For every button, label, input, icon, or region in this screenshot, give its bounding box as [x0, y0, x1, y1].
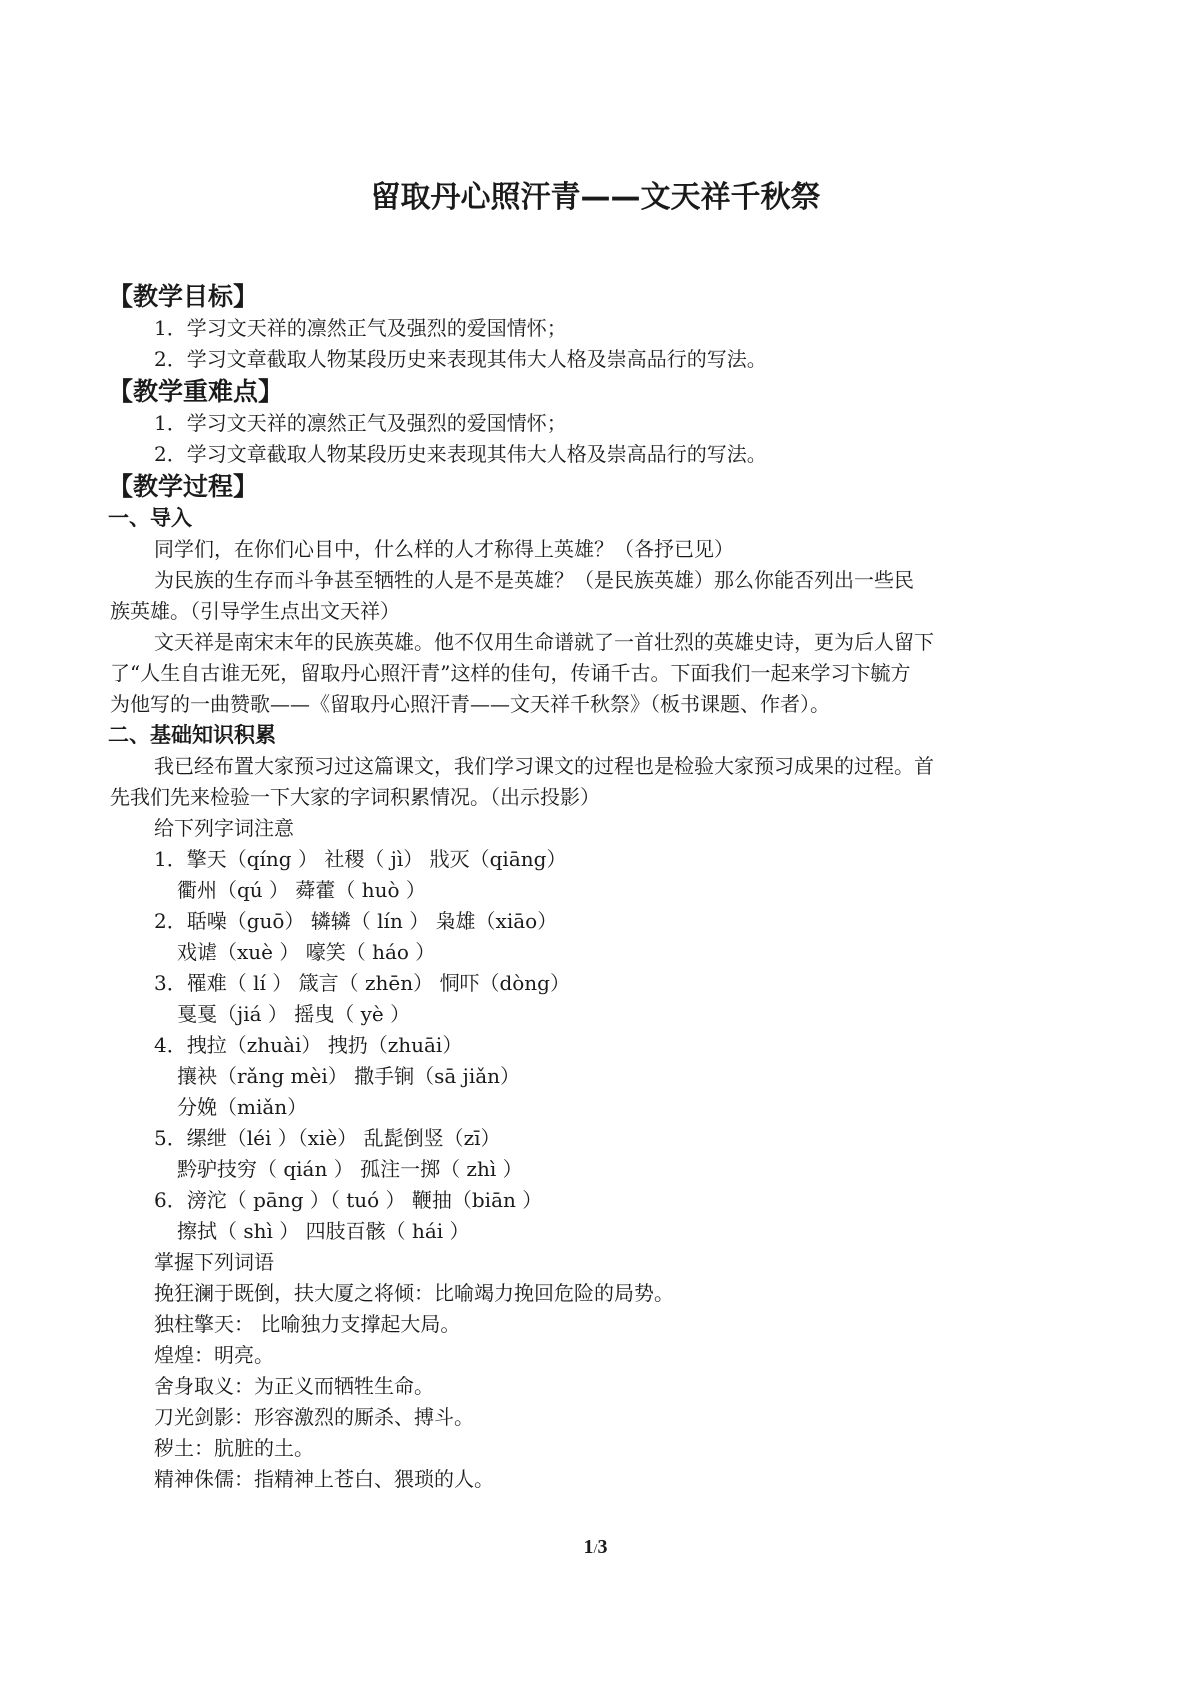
vocabulary-heading: 掌握下列词语	[154, 1250, 274, 1274]
vocabulary-item-5: 刀光剑影：形容激烈的厮杀、搏斗。	[154, 1405, 474, 1429]
page-separator: /	[593, 1542, 598, 1557]
pronunciation-heading: 给下列字词注意	[154, 816, 294, 840]
document-body	[110, 280, 1095, 1495]
key-item-2: 2．学习文章截取人物某段历史来表现其伟大人格及崇高品行的写法。	[154, 442, 767, 466]
intro-paragraph-3-line-1: 文天祥是南宋末年的民族英雄。他不仅用生命谱就了一首壮烈的英雄史诗，更为后人留下	[154, 630, 934, 654]
pronunciation-line-4c: 分娩（miǎn）	[177, 1095, 308, 1119]
pronunciation-line-4a: 4．拽拉（zhuài） 拽扔（zhuāi）	[154, 1033, 463, 1057]
pronunciation-line-5a: 5．缧绁（léi ）（xiè） 乱髭倒竖（zī）	[154, 1126, 501, 1150]
vocabulary-item-1: 挽狂澜于既倒，扶大厦之将倾：比喻竭力挽回危险的局势。	[154, 1281, 674, 1305]
intro-paragraph-1: 同学们，在你们心目中，什么样的人才称得上英雄？（各抒已见）	[154, 537, 734, 561]
vocabulary-item-3: 煌煌：明亮。	[154, 1343, 274, 1367]
vocabulary-item-7: 精神侏儒：指精神上苍白、猥琐的人。	[154, 1467, 494, 1491]
pronunciation-line-6b: 擦拭（ shì ） 四肢百骸（ hái ）	[177, 1219, 470, 1243]
pronunciation-line-2b: 戏谑（xuè ） 嚎笑（ háo ）	[177, 940, 436, 964]
goal-item-2: 2．学习文章截取人物某段历史来表现其伟大人格及崇高品行的写法。	[154, 347, 767, 371]
pronunciation-line-1a: 1．擎天（qíng ） 社稷（ jì） 戕灭（qiāng）	[154, 847, 567, 871]
goal-item-1: 1．学习文天祥的凛然正气及强烈的爱国情怀；	[154, 316, 567, 340]
pronunciation-line-3a: 3．罹难（ lí ） 箴言（ zhēn） 恫吓（dòng）	[154, 971, 570, 995]
vocabulary-item-2: 独柱擎天： 比喻独力支撑起大局。	[154, 1312, 461, 1336]
document-title: 留取丹心照汗青——文天祥千秋祭	[370, 180, 821, 215]
pronunciation-line-4b: 攘袂（rǎng mèi） 撒手锏（sā jiǎn）	[177, 1064, 521, 1088]
key-item-1: 1．学习文天祥的凛然正气及强烈的爱国情怀；	[154, 411, 567, 435]
intro-paragraph-2-line-2: 族英雄。（引导学生点出文天祥）	[110, 599, 400, 623]
intro-paragraph-3-line-2: 了“人生自古谁无死，留取丹心照汗青”这样的佳句，传诵千古。下面我们一起来学习卞毓方	[110, 661, 911, 685]
vocabulary-item-6: 秽土：肮脏的土。	[154, 1436, 314, 1460]
pronunciation-line-2a: 2．聒噪（guō） 辚辚（ lín ） 枭雄（xiāo）	[154, 909, 558, 933]
intro-paragraph-3-line-3: 为他写的一曲赞歌——《留取丹心照汗青——文天祥千秋祭》（板书课题、作者）。	[110, 692, 830, 716]
page-current: 1	[583, 1536, 594, 1558]
pronunciation-line-5b: 黔驴技穷（ qián ） 孤注一掷（ zhì ）	[177, 1157, 523, 1181]
pronunciation-line-6a: 6．滂沱（ pāng ）（ tuó ） 鞭抽（biān ）	[154, 1188, 543, 1212]
pronunciation-line-3b: 戛戛（jiá ） 摇曳（ yè ）	[177, 1002, 411, 1026]
page-total: 3	[597, 1536, 608, 1558]
heading-teaching-goals: 【教学目标】	[108, 282, 259, 311]
intro-paragraph-2-line-1: 为民族的生存而斗争甚至牺牲的人是不是英雄？（是民族英雄）那么你能否列出一些民	[154, 568, 914, 592]
pronunciation-line-1b: 衢州（qú ） 蕣藿（ huò ）	[177, 878, 426, 902]
basics-paragraph-line-1: 我已经布置大家预习过这篇课文，我们学习课文的过程也是检验大家预习成果的过程。首	[154, 754, 934, 778]
heading-key-points: 【教学重难点】	[108, 377, 284, 406]
heading-basic-knowledge: 二、基础知识积累	[108, 723, 276, 747]
heading-teaching-process: 【教学过程】	[108, 472, 259, 501]
basics-paragraph-line-2: 先我们先来检验一下大家的字词积累情况。（出示投影）	[110, 785, 600, 809]
vocabulary-item-4: 舍身取义：为正义而牺牲生命。	[154, 1374, 434, 1398]
heading-introduction: 一、导入	[108, 506, 192, 530]
page-number	[0, 1536, 1191, 1559]
